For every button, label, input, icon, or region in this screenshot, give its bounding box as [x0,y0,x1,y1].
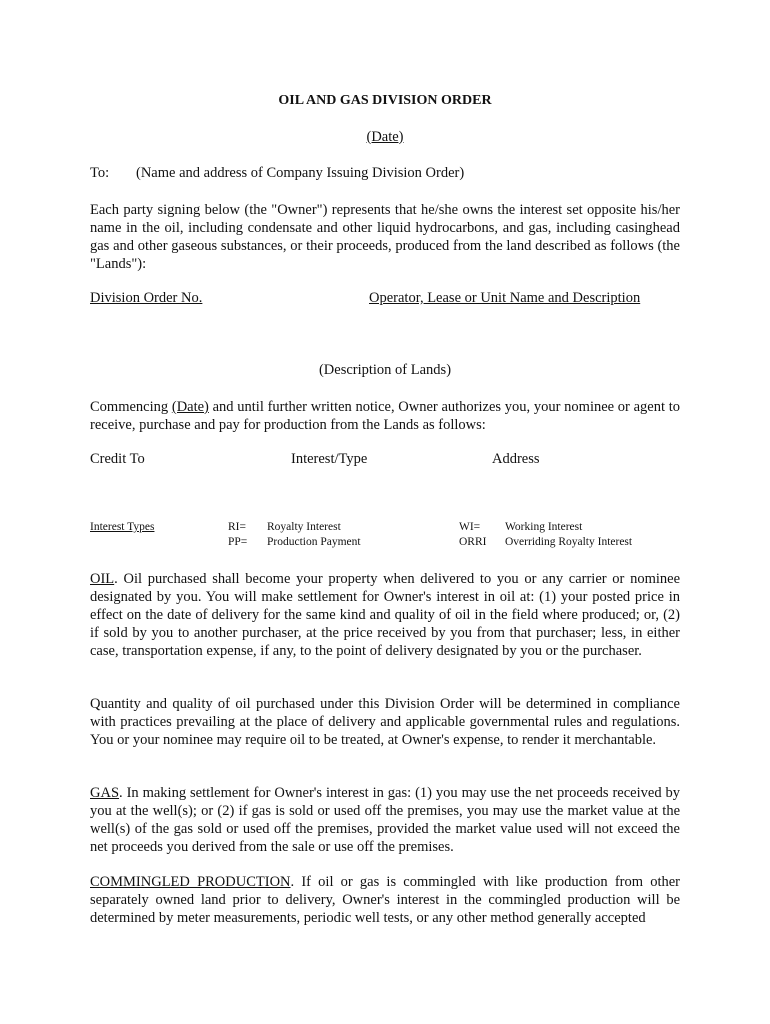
ri-description: Royalty Interest [267,521,341,533]
description-of-lands: (Description of Lands) [318,362,452,378]
ri-code: RI= [228,521,246,533]
address-column: Address [492,451,540,467]
commencing-date: (Date) [171,399,209,415]
commingled-heading: COMMINGLED PRODUCTION [90,874,291,890]
oil-heading: OIL [90,571,115,587]
commencing-rest: and until further written notice, Owner authorizes you, your nominee or agent to receive, purchase and pay for production from the Lands as follows: [90,399,680,433]
commingled-text: . If oil or gas is commingled with like production from other separately owned land prior to delivery, Owner's interest in the commingled production will be determined by meter measurements, periodic well tests, or any other method generally accepted [90,874,680,926]
orri-code: ORRI [459,536,487,548]
to-label: To: [90,165,110,181]
quantity-paragraph: Quantity and quality of oil purchased under this Division Order will be determined in compliance with practices prevailing at the place of delivery and applicable governmental rules and regulations. You or your nominee may require oil to be treated, at Owner's expense, to render it merchantable. [90,696,680,748]
document-title: OIL AND GAS DIVISION ORDER [278,93,492,108]
commencing-word: Commencing [90,399,169,415]
to-value: (Name and address of Company Issuing Division Order) [136,165,465,181]
pp-description: Production Payment [267,536,361,548]
gas-paragraph [90,784,680,856]
commingled-paragraph [90,873,680,927]
pp-code: PP= [228,536,248,548]
date-placeholder: (Date) [366,129,404,145]
oil-paragraph [90,570,680,660]
oil-text: . Oil purchased shall become your property when delivered to you or any carrier or nominee designated by you. You will make settlement for Owner's interest in oil at: (1) your posted price in effect on the date of delivery for the same kind and quality of oil in the field where produced; or, (2) if sold by you to another purchaser, at the price received by you from that purchaser; less, in either case, transportation expense, if any, to the point of delivery designated by you or the purchaser. [90,571,680,659]
intro-paragraph: Each party signing below (the "Owner") represents that he/she owns the interest set opposite his/her name in the oil, including condensate and other liquid hydrocarbons, and gas, including casinghead gas and other gaseous substances, or their proceeds, produced from the land described as follows (the "Lands"): [90,202,680,272]
interest-type-column: Interest/Type [291,451,368,467]
gas-text: . In making settlement for Owner's interest in gas: (1) you may use the net proceeds received by you at the well(s); or (2) if gas is sold or used off the premises, you may use the market value at the well(s) of the gas sold or used off the premises, provided the market value used will not exceed the net proceeds you derived from the sale or use off the premises. [90,785,680,855]
operator-lease-heading: Operator, Lease or Unit Name and Description [369,290,641,306]
wi-description: Working Interest [505,521,583,533]
division-order-no-heading: Division Order No. [90,290,203,306]
interest-types-label: Interest Types [90,521,155,533]
credit-to-column: Credit To [90,451,145,467]
gas-heading: GAS [90,785,120,801]
wi-code: WI= [459,521,481,533]
commencing-paragraph [90,398,680,434]
orri-description: Overriding Royalty Interest [505,536,633,548]
